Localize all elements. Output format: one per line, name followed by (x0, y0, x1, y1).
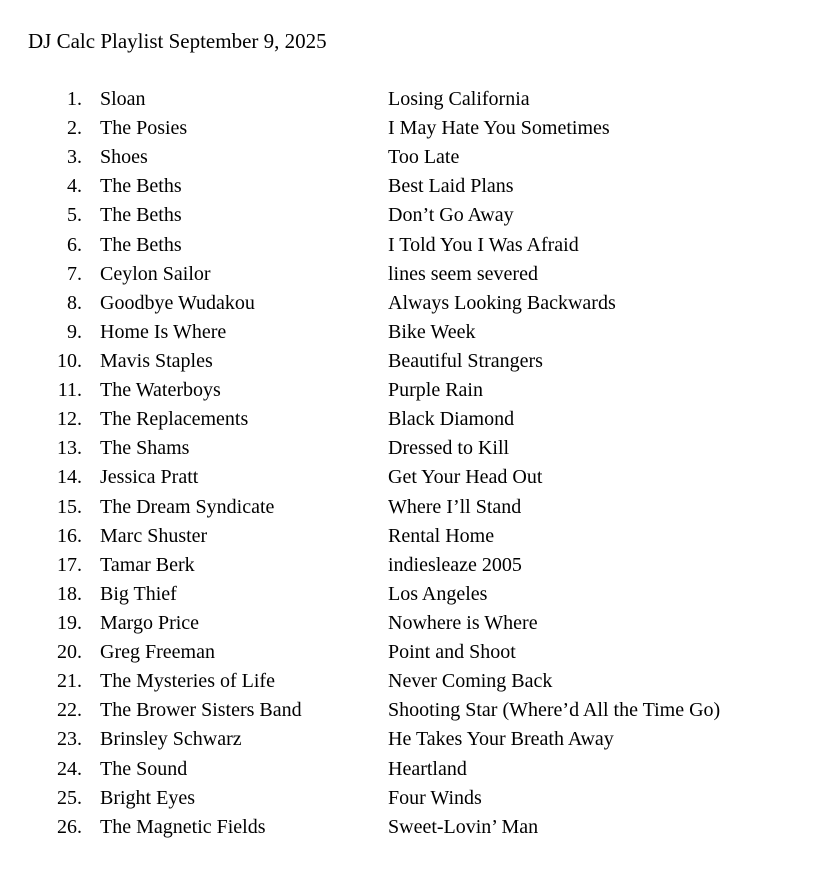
artist-name: The Magnetic Fields (100, 815, 266, 838)
track-number: 4. (67, 175, 82, 198)
artist-name: Margo Price (100, 611, 200, 634)
artist-name: Sloan (100, 88, 146, 110)
list-item (0, 377, 816, 406)
list-item (0, 697, 816, 726)
song-title: Purple Rain (388, 379, 483, 402)
list-item (0, 115, 816, 144)
list-item (0, 639, 816, 668)
song-title: Heartland (388, 757, 467, 780)
track-number: 21. (57, 670, 82, 693)
song-title: I Told You I Was Afraid (388, 233, 579, 256)
artist-name: The Waterboys (100, 379, 221, 402)
artist-name: Shoes (100, 146, 148, 169)
artist-name: Mavis Staples (100, 349, 213, 372)
song-title: Shooting Star (Where’d All the Time Go) (388, 699, 721, 722)
artist-name: The Brower Sisters Band (100, 699, 302, 722)
artist-name: Tamar Berk (100, 553, 195, 576)
song-title: Los Angeles (388, 582, 488, 605)
song-title: Black Diamond (388, 408, 515, 431)
list-item (0, 261, 816, 290)
track-number: 22. (57, 699, 82, 722)
list-item (0, 348, 816, 377)
list-item (0, 756, 816, 785)
track-number: 26. (57, 815, 82, 838)
track-number: 25. (57, 786, 82, 809)
artist-name: The Dream Syndicate (100, 495, 275, 518)
song-title: Sweet-Lovin’ Man (388, 815, 539, 838)
list-item (0, 726, 816, 755)
list-item (0, 435, 816, 464)
artist-name: The Posies (100, 117, 188, 140)
list-item (0, 319, 816, 348)
song-title: Never Coming Back (388, 670, 553, 693)
artist-name: The Beths (100, 204, 182, 227)
track-number: 23. (57, 728, 82, 751)
artist-name: Greg Freeman (100, 641, 215, 664)
list-item (0, 144, 816, 173)
song-title: Beautiful Strangers (388, 349, 543, 372)
playlist (0, 86, 816, 843)
artist-name: Brinsley Schwarz (100, 728, 242, 751)
list-item (0, 552, 816, 581)
song-title: Rental Home (388, 524, 495, 547)
song-title: Bike Week (388, 320, 476, 343)
track-number: 24. (57, 757, 82, 780)
artist-name: The Replacements (100, 408, 249, 431)
page-title: DJ Calc Playlist September 9, 2025 (28, 29, 327, 53)
track-number: 18. (57, 582, 82, 605)
song-title: Dressed to Kill (388, 437, 510, 460)
track-number: 19. (57, 611, 82, 634)
song-title: Always Looking Backwards (388, 291, 616, 314)
artist-name: Big Thief (100, 582, 177, 605)
track-number: 3. (67, 146, 82, 169)
artist-name: Goodbye Wudakou (100, 291, 255, 314)
song-title: Don’t Go Away (388, 204, 514, 227)
artist-name: The Sound (100, 757, 188, 780)
track-number: 5. (67, 204, 82, 227)
artist-name: The Shams (100, 437, 190, 460)
song-title: indiesleaze 2005 (388, 553, 522, 576)
track-number: 6. (67, 233, 82, 256)
list-item (0, 232, 816, 261)
artist-name: Ceylon Sailor (100, 262, 211, 285)
song-title: I May Hate You Sometimes (388, 117, 610, 140)
artist-name: The Beths (100, 175, 182, 198)
list-item (0, 668, 816, 697)
list-item (0, 173, 816, 202)
track-number: 7. (67, 262, 82, 285)
track-number: 1. (67, 88, 82, 110)
list-item (0, 610, 816, 639)
list-item (0, 581, 816, 610)
list-item (0, 814, 816, 843)
song-title: Nowhere is Where (388, 611, 538, 634)
track-number: 13. (57, 437, 82, 460)
song-title: Point and Shoot (388, 641, 516, 664)
list-item (0, 464, 816, 493)
song-title: Too Late (388, 146, 460, 169)
artist-name: Bright Eyes (100, 786, 195, 809)
track-number: 8. (67, 291, 82, 314)
track-number: 20. (57, 641, 82, 664)
list-item (0, 202, 816, 231)
track-number: 17. (57, 553, 82, 576)
track-number: 2. (67, 117, 82, 140)
artist-name: Jessica Pratt (100, 466, 199, 489)
song-title: Get Your Head Out (388, 466, 543, 489)
song-title: Four Winds (388, 786, 482, 809)
list-item (0, 523, 816, 552)
list-item (0, 86, 816, 115)
list-item (0, 785, 816, 814)
song-title: lines seem severed (388, 262, 538, 285)
list-item (0, 494, 816, 523)
track-number: 9. (67, 320, 82, 343)
track-number: 11. (57, 379, 82, 402)
list-item (0, 290, 816, 319)
artist-name: Marc Shuster (100, 524, 208, 547)
track-number: 16. (57, 524, 82, 547)
track-number: 10. (57, 349, 82, 372)
track-number: 12. (57, 408, 82, 431)
song-title: Losing California (388, 88, 530, 110)
artist-name: Home Is Where (100, 320, 227, 343)
song-title: Best Laid Plans (388, 175, 514, 198)
track-number: 15. (57, 495, 82, 518)
song-title: Where I’ll Stand (388, 495, 522, 518)
artist-name: The Mysteries of Life (100, 670, 275, 693)
song-title: He Takes Your Breath Away (388, 728, 614, 751)
artist-name: The Beths (100, 233, 182, 256)
list-item (0, 406, 816, 435)
track-number: 14. (57, 466, 82, 489)
